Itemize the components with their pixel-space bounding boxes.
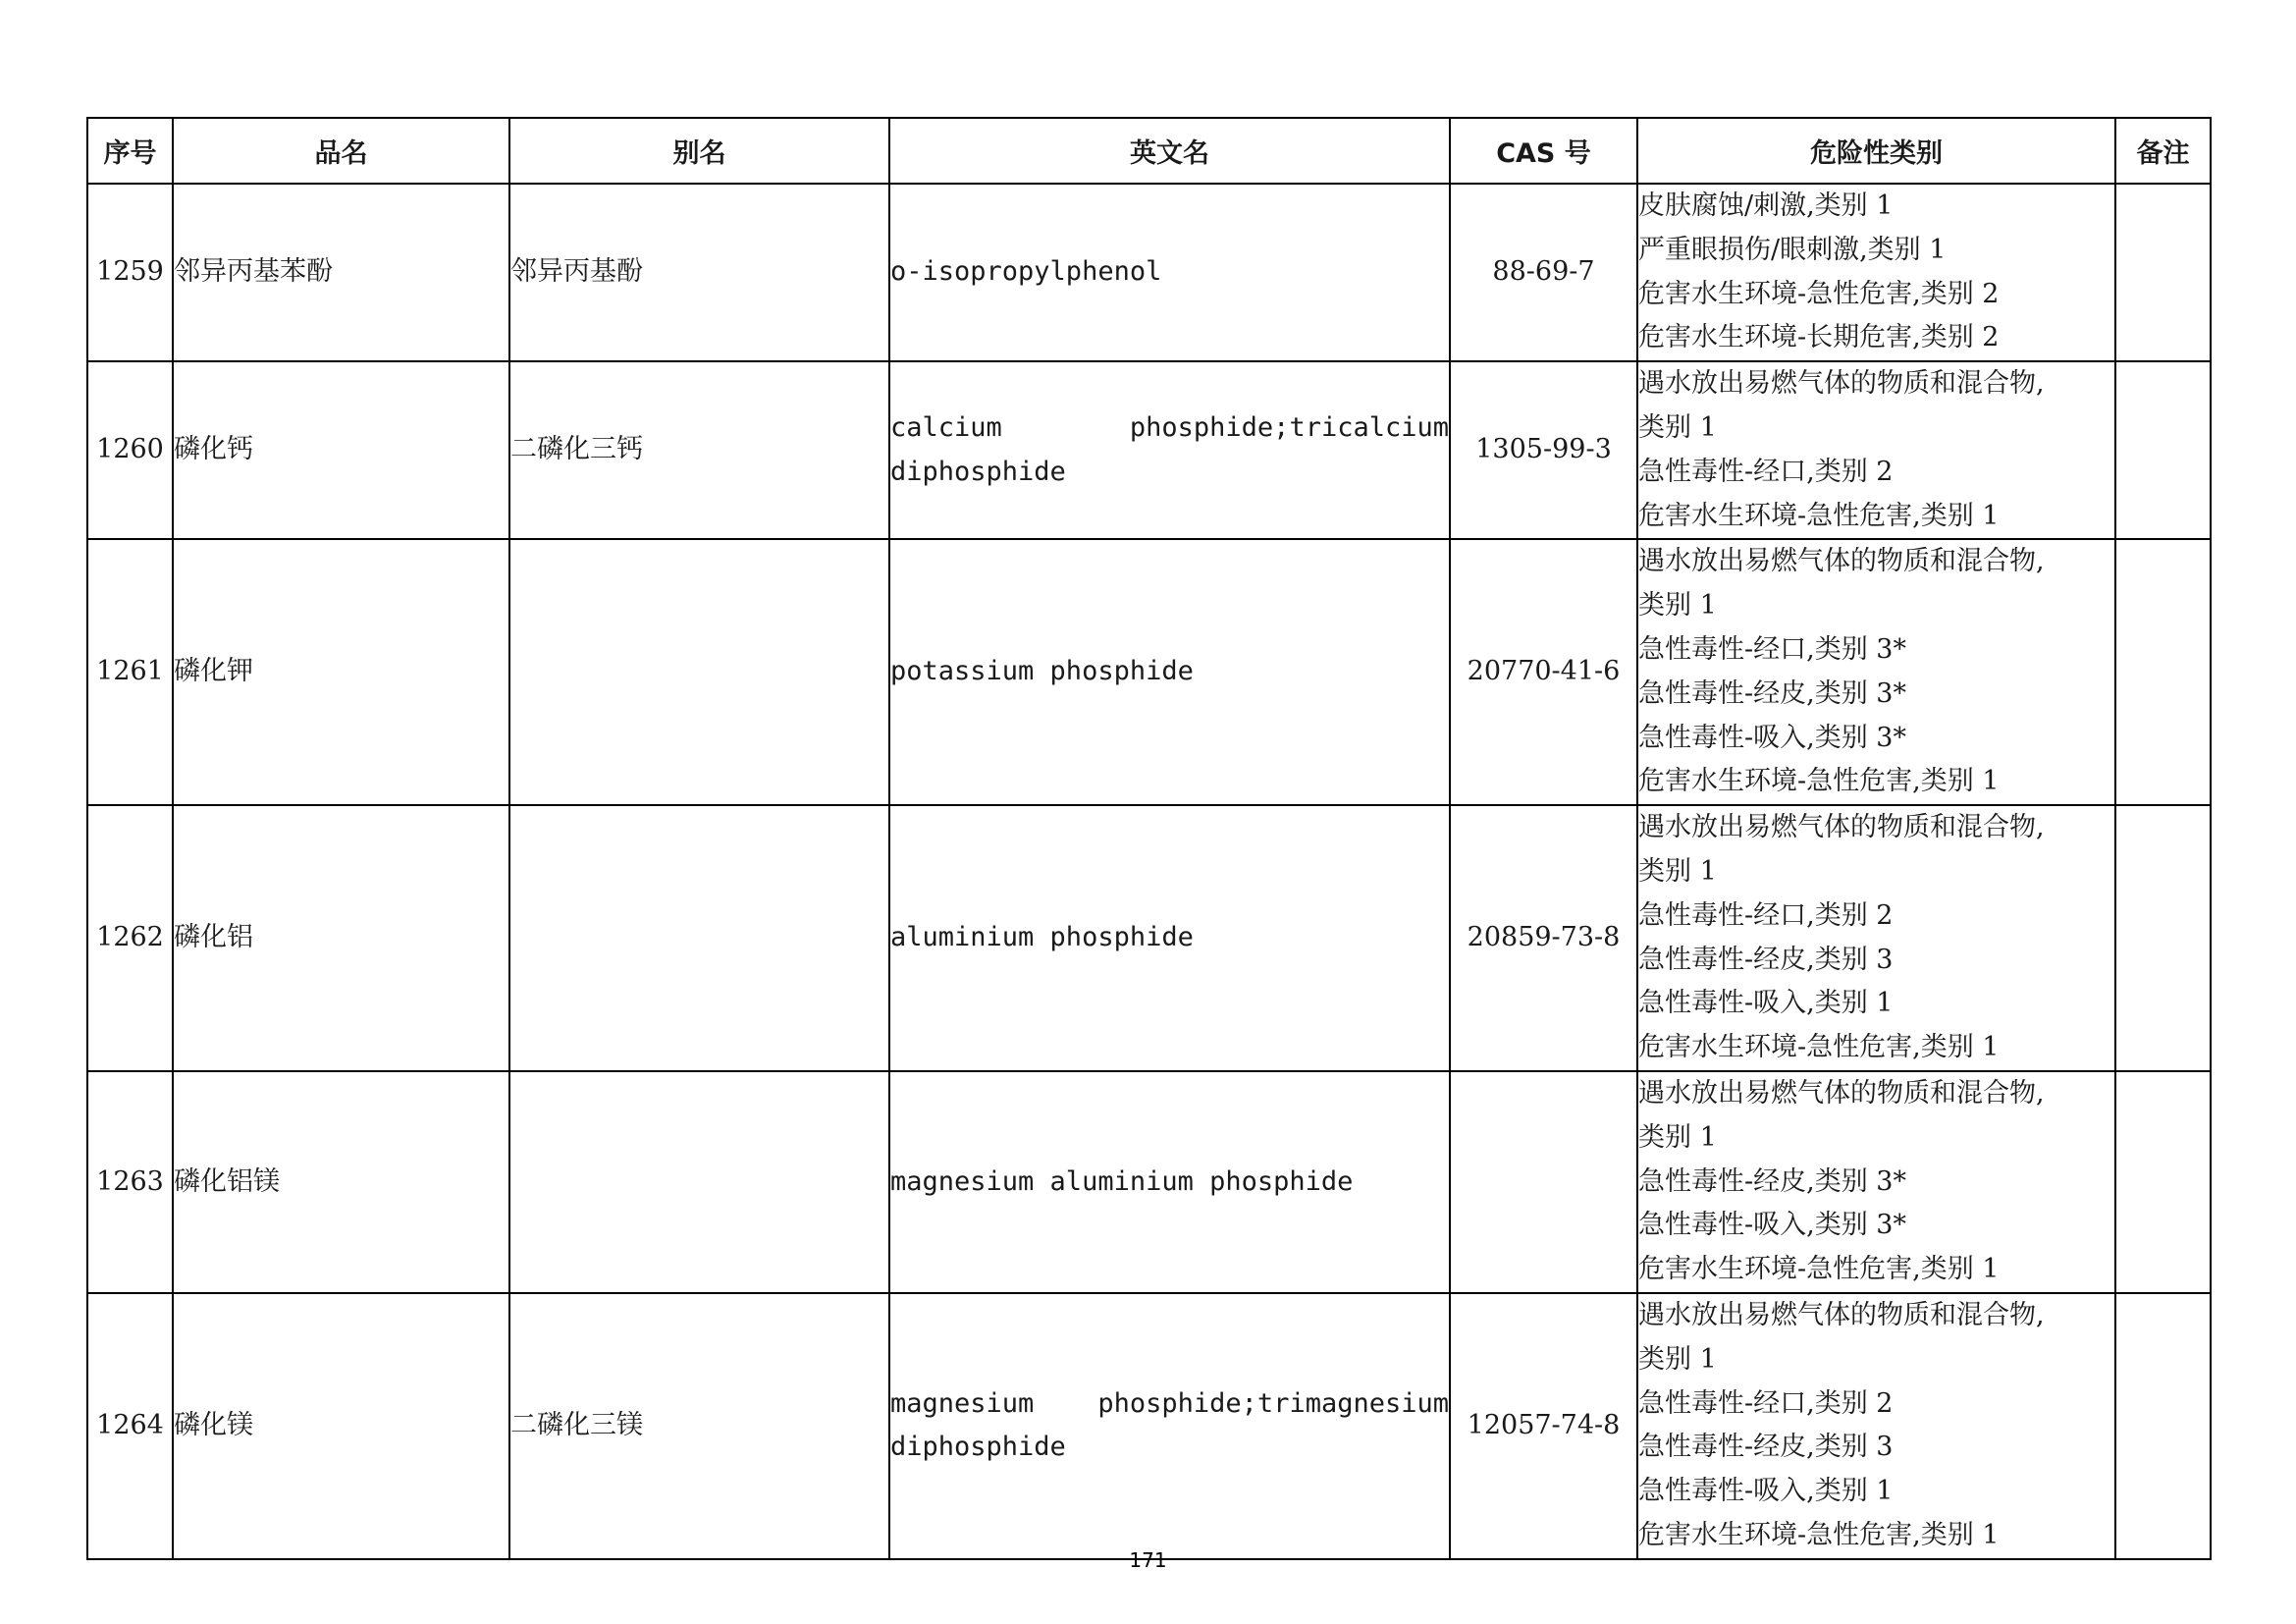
hazard-line: 类别 1 <box>1638 590 1717 622</box>
hazard-line: 危害水生环境-急性危害,类别 1 <box>1638 500 2000 531</box>
alias-cell <box>509 805 889 1071</box>
hazard-line: 遇水放出易燃气体的物质和混合物, <box>1638 1299 2045 1330</box>
name-cell: 磷化镁 <box>173 1293 509 1559</box>
note-cell <box>2115 1293 2211 1559</box>
hazard-line: 皮肤腐蚀/刺激,类别 1 <box>1638 190 1894 221</box>
english-name-cell: o-isopropylphenol <box>889 184 1450 361</box>
table-row <box>87 539 2211 805</box>
hazard-cell <box>1637 361 2115 539</box>
cas-cell: 20770-41-6 <box>1450 539 1637 805</box>
hazard-line: 类别 1 <box>1638 411 1717 443</box>
table-row <box>87 184 2211 361</box>
note-cell <box>2115 805 2211 1071</box>
header-hazard-class: 危险性类别 <box>1637 118 2115 184</box>
table-row <box>87 361 2211 539</box>
hazard-line: 急性毒性-经皮,类别 3* <box>1638 1165 1906 1197</box>
table-row <box>87 1071 2211 1293</box>
cas-cell <box>1450 1071 1637 1293</box>
english-name-cell: aluminium phosphide <box>889 805 1450 1071</box>
hazard-cell <box>1637 1071 2115 1293</box>
hazard-cell <box>1637 1293 2115 1559</box>
hazard-line: 危害水生环境-长期危害,类别 2 <box>1638 322 2000 353</box>
alias-cell <box>509 539 889 805</box>
hazard-line: 急性毒性-经口,类别 2 <box>1638 899 1894 931</box>
name-cell: 磷化铝 <box>173 805 509 1071</box>
hazard-cell <box>1637 184 2115 361</box>
alias-cell: 二磷化三钙 <box>509 361 889 539</box>
header-note: 备注 <box>2115 118 2211 184</box>
name-cell: 磷化铝镁 <box>173 1071 509 1293</box>
cas-cell: 12057-74-8 <box>1450 1293 1637 1559</box>
seq-cell: 1259 <box>87 184 173 361</box>
alias-cell <box>509 1071 889 1293</box>
hazard-line: 危害水生环境-急性危害,类别 1 <box>1638 1519 2000 1550</box>
table-row <box>87 1293 2211 1559</box>
note-cell <box>2115 184 2211 361</box>
cas-cell: 20859-73-8 <box>1450 805 1637 1071</box>
hazard-line: 急性毒性-经口,类别 3* <box>1638 633 1906 665</box>
hazard-line: 急性毒性-吸入,类别 3* <box>1638 1210 1906 1241</box>
english-name-cell: magnesium phosphide;trimagnesium diphosphide <box>889 1293 1450 1559</box>
hazard-line: 类别 1 <box>1638 1343 1717 1375</box>
header-cas: CAS 号 <box>1450 118 1637 184</box>
hazard-line: 遇水放出易燃气体的物质和混合物, <box>1638 546 2045 577</box>
header-seq: 序号 <box>87 118 173 184</box>
hazard-line: 遇水放出易燃气体的物质和混合物, <box>1638 1077 2045 1109</box>
hazard-line: 急性毒性-经皮,类别 3 <box>1638 1432 1894 1463</box>
hazard-line: 急性毒性-经皮,类别 3 <box>1638 944 1894 975</box>
english-name-cell: magnesium aluminium phosphide <box>889 1071 1450 1293</box>
note-cell <box>2115 539 2211 805</box>
hazardous-chemicals-table <box>86 117 2212 1560</box>
header-name: 品名 <box>173 118 509 184</box>
note-cell <box>2115 361 2211 539</box>
name-cell: 邻异丙基苯酚 <box>173 184 509 361</box>
hazard-line: 急性毒性-经口,类别 2 <box>1638 456 1894 487</box>
note-cell <box>2115 1071 2211 1293</box>
chemical-catalog-sheet <box>86 117 2210 1560</box>
hazard-line: 遇水放出易燃气体的物质和混合物, <box>1638 812 2045 843</box>
hazard-line: 急性毒性-吸入,类别 3* <box>1638 722 1906 753</box>
hazard-line: 危害水生环境-急性危害,类别 1 <box>1638 1254 2000 1285</box>
hazard-cell <box>1637 539 2115 805</box>
english-name-cell: calcium phosphide;tricalcium diphosphide <box>889 361 1450 539</box>
header-english-name: 英文名 <box>889 118 1450 184</box>
hazard-line: 急性毒性-经皮,类别 3* <box>1638 677 1906 709</box>
hazard-line: 危害水生环境-急性危害,类别 2 <box>1638 278 2000 309</box>
seq-cell: 1261 <box>87 539 173 805</box>
english-name-cell: potassium phosphide <box>889 539 1450 805</box>
seq-cell: 1262 <box>87 805 173 1071</box>
name-cell: 磷化钙 <box>173 361 509 539</box>
page-number: 171 <box>1129 1548 1167 1572</box>
table-row <box>87 805 2211 1071</box>
hazard-line: 类别 1 <box>1638 1121 1717 1153</box>
header-alias: 别名 <box>509 118 889 184</box>
hazard-line: 类别 1 <box>1638 855 1717 887</box>
hazard-line: 遇水放出易燃气体的物质和混合物, <box>1638 368 2045 400</box>
cas-cell: 1305-99-3 <box>1450 361 1637 539</box>
hazard-cell <box>1637 805 2115 1071</box>
hazard-line: 急性毒性-吸入,类别 1 <box>1638 988 1894 1019</box>
seq-cell: 1260 <box>87 361 173 539</box>
seq-cell: 1264 <box>87 1293 173 1559</box>
name-cell: 磷化钾 <box>173 539 509 805</box>
seq-cell: 1263 <box>87 1071 173 1293</box>
hazard-line: 危害水生环境-急性危害,类别 1 <box>1638 766 2000 797</box>
hazard-line: 严重眼损伤/眼刺激,类别 1 <box>1638 234 1947 265</box>
hazard-line: 危害水生环境-急性危害,类别 1 <box>1638 1032 2000 1063</box>
hazard-line: 急性毒性-吸入,类别 1 <box>1638 1476 1894 1507</box>
header-row <box>87 118 2211 184</box>
cas-cell: 88-69-7 <box>1450 184 1637 361</box>
hazard-line: 急性毒性-经口,类别 2 <box>1638 1387 1894 1419</box>
alias-cell: 二磷化三镁 <box>509 1293 889 1559</box>
alias-cell: 邻异丙基酚 <box>509 184 889 361</box>
